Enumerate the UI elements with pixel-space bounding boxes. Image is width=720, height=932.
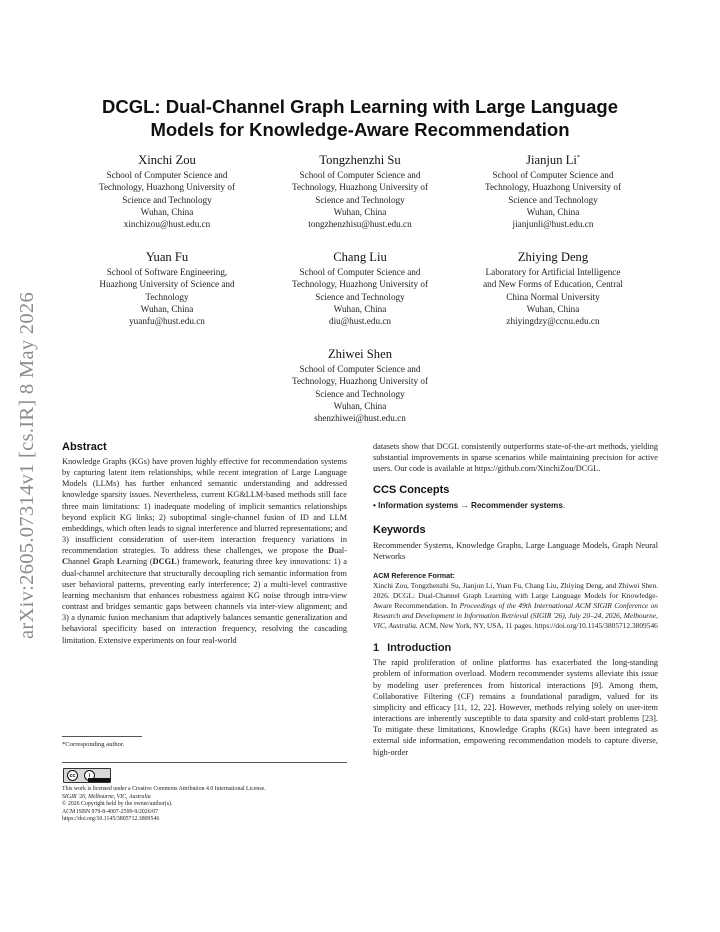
author-affiliation-line: Technology, Huazhong University of	[291, 182, 429, 193]
author-affiliation-line: and New Forms of Education, Central	[483, 279, 623, 290]
author-affiliation-line: Technology, Huazhong University of	[484, 182, 622, 193]
author-email: xinchizou@hust.edu.cn	[123, 219, 211, 230]
author-affiliation-line: Science and Technology	[315, 388, 405, 399]
acm-isbn: ACM ISBN 979-8-4007-2599-9/2026/07	[62, 808, 159, 815]
reference-format-text: Xinchi Zou, Tongzhenzhi Su, Jianjun Li, Yuan Fu, Chang Liu, Zhiying Deng, and Zhiwei Shen. 2026. DCGL: Dual-Channel Graph Learning with Large Language Models for Knowledge-Aware Recommendation. In Proceedings of the 49th International ACM SIGIR Conference on Research and Development in Information Retrieval (SIGIR '26), July 20–24, 2026, Melbourne, VIC, Australia. ACM, New York, NY, USA, 11 pages. https://doi.org/10.1145/3805712.3809546	[373, 581, 658, 631]
author-name: Jianjun Li*	[526, 153, 580, 167]
author-affiliation-line: China Normal University	[506, 291, 600, 302]
abstract-text: Knowledge Graphs (KGs) have proven highly effective for recommendation systems by capturing latent item relationships, while recent integration of Large Language Models (LLMs) has further enhanced semantic understanding and addressed knowledge sparsity issues. Nevertheless, current KG&LLM-based methods still face three main limitations: 1) inadequate modeling of implicit semantics relationships beyond explicit KG links; 2) suboptimal single-channel fusion of ID and LLM embeddings, which often leads to signal interference and blurred representations; and 3) insufficient consideration of user-item interaction frequency variations in recommendation strategies. To address these challenges, we propose the Dual-Channel Graph Learning (DCGL) framework, featuring three key innovations: 1) a dual-channel architecture that structurally decoupling rich semantic information from user behavioral patterns, preventing early interference; 2) a multi-level contrastive learning mechanism that enhances robustness against KG noise through intra-view contrast and bridges semantic gaps between channels via inter-view alignment; and 3) a dynamic fusion mechanism that adaptively balances semantic generalization and behavioral specificity based on interaction frequency, resolving the cascading limitation. Extensive experiments on four real-world	[62, 457, 347, 645]
ccs-concepts: • Information systems → Recommender systems.	[373, 501, 566, 511]
author-affiliation-line: Technology, Huazhong University of	[291, 376, 429, 387]
creative-commons-badge	[63, 768, 111, 783]
license-block	[62, 786, 352, 824]
author-email: tongzhenzhisu@hust.edu.cn	[308, 219, 412, 230]
author-email: zhiyingdzy@ccnu.edu.cn	[506, 316, 600, 327]
author-email: yuanfu@hust.edu.cn	[129, 316, 205, 327]
author-name: Yuan Fu	[145, 250, 189, 264]
author-email: diu@hust.edu.cn	[328, 316, 392, 327]
attribution-icon: i	[84, 770, 95, 781]
author-location: Wuhan, China	[526, 303, 580, 314]
author-block	[264, 346, 456, 424]
cc-icon: cc	[67, 770, 78, 781]
author-block	[264, 249, 456, 327]
license-divider	[62, 762, 347, 763]
author-block	[457, 249, 649, 327]
corresponding-author-mark: *	[576, 154, 580, 161]
paper-title: DCGL: Dual-Channel Graph Learning with Large Language Models for Knowledge-Aware Recommendation	[102, 96, 618, 140]
author-location: Wuhan, China	[333, 400, 387, 411]
author-location: Wuhan, China	[333, 206, 387, 217]
author-block	[457, 152, 649, 230]
doi-link: https://doi.org/10.1145/3805712.3809546	[62, 816, 160, 823]
author-affiliation-line: Technology, Huazhong University of	[98, 182, 236, 193]
author-affiliation-line: Science and Technology	[122, 194, 212, 205]
author-affiliation-line: School of Software Engineering,	[106, 267, 228, 277]
author-affiliation-line: School of Computer Science and	[299, 364, 421, 374]
author-block	[264, 152, 456, 230]
badge-bar	[88, 778, 110, 782]
author-name: Tongzhenzhi Su	[319, 153, 401, 167]
arxiv-identifier-text: arXiv:2605.07314v1 [cs.IR] 8 May 2026	[16, 291, 39, 639]
author-block	[71, 249, 263, 327]
author-name: Chang Liu	[333, 250, 387, 264]
author-affiliation-line: School of Computer Science and	[299, 267, 421, 277]
author-affiliation-line: Technology	[145, 291, 189, 302]
author-location: Wuhan, China	[140, 206, 194, 217]
left-column	[62, 441, 347, 646]
author-name: Zhiwei Shen	[327, 347, 392, 361]
author-name: Zhiying Deng	[517, 250, 589, 264]
author-affiliation-line: Science and Technology	[508, 194, 598, 205]
author-affiliation-line: School of Computer Science and	[492, 170, 614, 180]
author-affiliation-line: School of Computer Science and	[106, 170, 228, 180]
author-block	[71, 152, 263, 230]
conference-venue: SIGIR '26, Melbourne, VIC, Australia	[62, 793, 151, 800]
author-affiliation-line: Technology, Huazhong University of	[291, 279, 429, 290]
author-name: Xinchi Zou	[138, 153, 196, 167]
right-column	[373, 441, 658, 758]
abstract-continued: datasets show that DCGL consistently outperforms state-of-the-art methods, yielding substantial improvements in sparse scenarios while maintaining precision for active users. Our code is available at https://github.com/XinchiZou/DCGL.	[373, 442, 658, 474]
corresponding-author-footnote: *Corresponding author.	[62, 741, 125, 748]
keywords-section	[373, 524, 658, 562]
footnote-divider	[62, 736, 142, 737]
arxiv-identifier	[2, 255, 54, 675]
abstract-heading: Abstract	[62, 441, 107, 453]
author-affiliation-line: Science and Technology	[315, 194, 405, 205]
license-statement: This work is licensed under a Creative Commons Attribution 4.0 International License.	[62, 786, 266, 792]
ccs-section	[373, 484, 658, 511]
ccs-heading: CCS Concepts	[373, 484, 450, 497]
author-affiliation-line: Huazhong University of Science and	[99, 279, 235, 290]
author-email: jianjunli@hust.edu.cn	[512, 219, 594, 230]
keywords-text: Recommender Systems, Knowledge Graphs, Large Language Models, Graph Neural Networks	[373, 540, 658, 561]
author-location: Wuhan, China	[526, 206, 580, 217]
author-location: Wuhan, China	[140, 303, 194, 314]
author-location: Wuhan, China	[333, 303, 387, 314]
author-affiliation-line: School of Computer Science and	[299, 170, 421, 180]
introduction-heading: 1 Introduction	[373, 642, 452, 655]
author-email: shenzhiwei@hust.edu.cn	[314, 413, 406, 424]
author-affiliation-line: Laboratory for Artificial Intelligence	[485, 267, 621, 277]
copyright-notice: © 2026 Copyright held by the owner/author(s).	[62, 801, 173, 808]
author-affiliation-line: Science and Technology	[315, 291, 405, 302]
keywords-heading: Keywords	[373, 523, 426, 536]
introduction-text: The rapid proliferation of online platforms has exacerbated the long-standing problem of information overload. Modern recommender systems alleviate this issue by modeling user preferences from historical interactions [9]. Among them, Collaborative Filtering (CF) remains a foundational paradigm, valued for its simplicity and efficacy [11, 12, 22]. However, methods relying solely on user-item interactions are inherently susceptible to data sparsity and cold-start problems [23]. To mitigate these limitations, Knowledge Graphs (KGs) have been integrated as external side information, empowering recommendation models to capture diverse, high-order	[373, 658, 658, 757]
reference-format-heading: ACM Reference Format:	[373, 570, 455, 580]
